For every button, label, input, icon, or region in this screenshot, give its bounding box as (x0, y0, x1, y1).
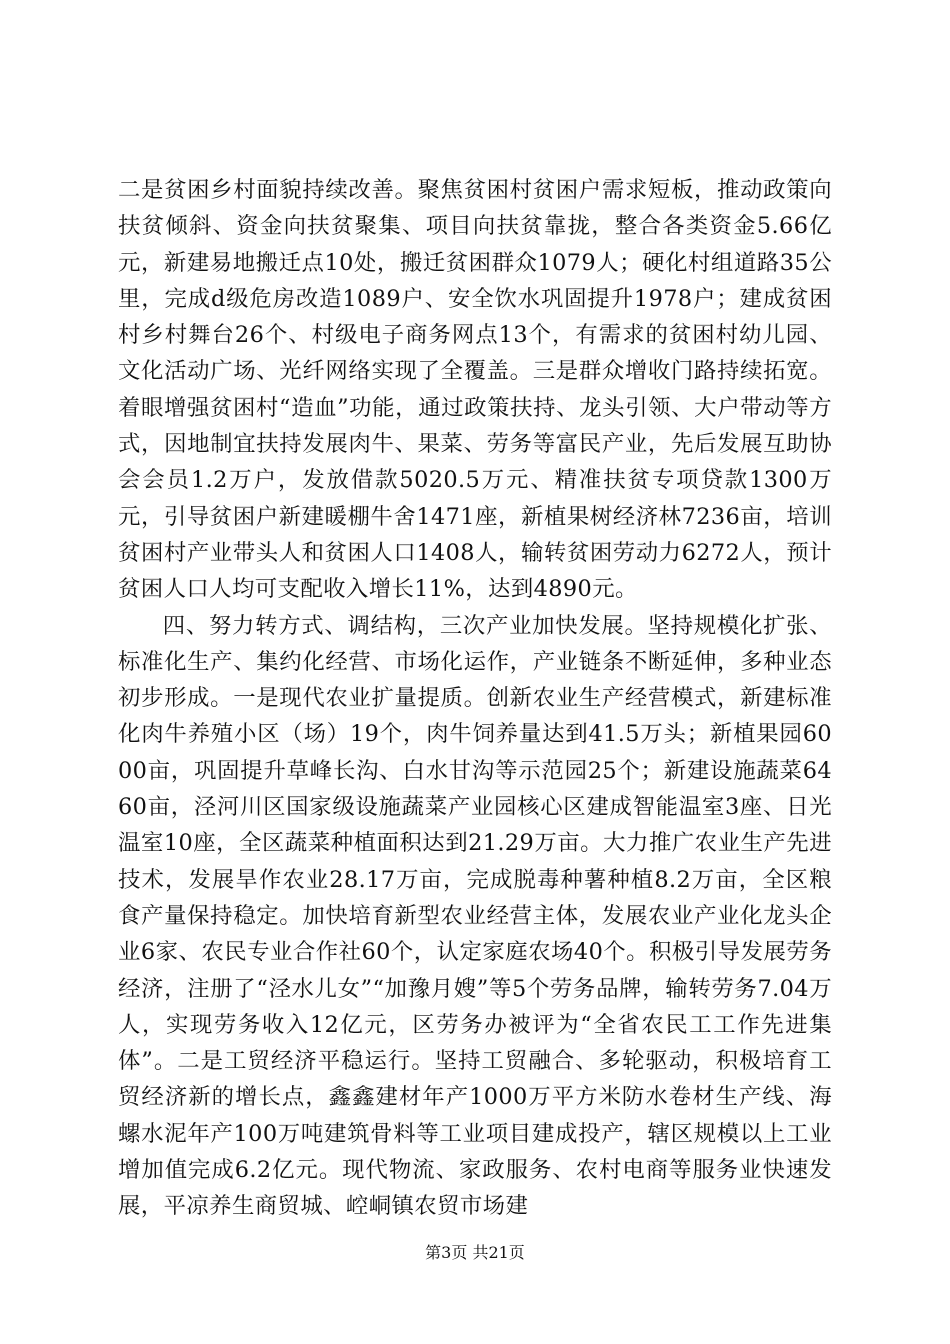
body-text (118, 172, 832, 1225)
paragraph-poverty-alleviation: 二是贫困乡村面貌持续改善。聚焦贫困村贫困户需求短板，推动政策向扶贫倾斜、资金向扶贫聚集、项目向扶贫靠拢，整合各类资金5.66亿元，新建易地搬迁点10处，搬迁贫困群众1079人；硬化村组道路35公里，完成d级危房改造1089户、安全饮水巩固提升1978户；建成贫困村乡村舞台26个、村级电子商务网点13个，有需求的贫困村幼儿园、文化活动广场、光纤网络实现了全覆盖。三是群众增收门路持续拓宽。着眼增强贫困村“造血”功能，通过政策扶持、龙头引领、大户带动等方式，因地制宜扶持发展肉牛、果菜、劳务等富民产业，先后发展互助协会会员1.2万户，发放借款5020.5万元、精准扶贫专项贷款1300万元，引导贫困户新建暖棚牛舍1471座，新植果树经济林7236亩，培训贫困村产业带头人和贫困人口1408人，输转贫困劳动力6272人，预计贫困人口人均可支配收入增长11%，达到4890元。 (118, 177, 832, 603)
page-number-footer: 第3页 共21页 (425, 1243, 525, 1262)
paragraph-industry-development: 四、努力转方式、调结构，三次产业加快发展。坚持规模化扩张、标准化生产、集约化经营、市场化运作，产业链条不断延伸，多种业态初步形成。一是现代农业扩量提质。创新农业生产经营模式，新建标准化肉牛养殖小区（场）19个，肉牛饲养量达到41.5万头；新植果园6000亩，巩固提升草峰长沟、白水甘沟等示范园25个；新建设施蔬菜6460亩，泾河川区国家级设施蔬菜产业园核心区建成智能温室3座、日光温室10座，全区蔬菜种植面积达到21.29万亩。大力推广农业生产先进技术，发展旱作农业28.17万亩，完成脱毒种薯种植8.2万亩，全区粮食产量保持稳定。加快培育新型农业经营主体，发展农业产业化龙头企业6家、农民专业合作社60个，认定家庭农场40个。积极引导发展劳务经济，注册了“泾水儿女”“加豫月嫂”等5个劳务品牌，输转劳务7.04万人，实现劳务收入12亿元，区劳务办被评为“全省农民工工作先进集体”。二是工贸经济平稳运行。坚持工贸融合、多轮驱动，积极培育工贸经济新的增长点，鑫鑫建材年产1000万平方米防水卷材生产线、海螺水泥年产100万吨建筑骨料等工业项目建成投产，辖区规模以上工业增加值完成6.2亿元。现代物流、家政服务、农村电商等服务业快速发展，平凉养生商贸城、崆峒镇农贸市场建 (118, 612, 832, 1220)
